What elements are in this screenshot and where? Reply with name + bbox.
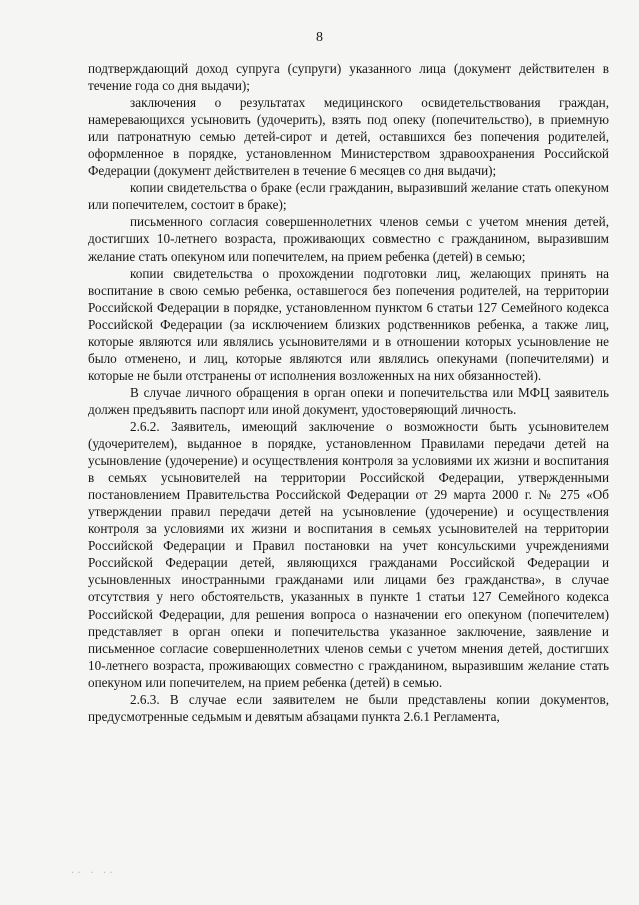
paragraph-medical-conclusion: заключения о результатах медицинского освидетельствования граждан, намеревающихся усыновить (удочерить), взять под опеку (попечительство), в приемную или патронатную семью детей-сирот и детей, оставшихся без попечения родителей, оформленное в порядке, установленном Министерством здравоохранения Российской Федерации (документ действителен в течение 6 месяцев со дня выдачи); (88, 95, 609, 179)
scan-artifact-mark: ∙∙ ∙ ∙∙ (70, 868, 115, 878)
paragraph-personal-appeal: В случае личного обращения в орган опеки и попечительства или МФЦ заявитель должен предъявить паспорт или иной документ, удостоверяющий личность. (88, 384, 609, 417)
paragraph-section-2-6-2: 2.6.2. Заявитель, имеющий заключение о возможности быть усыновителем (удочерителем), выданное в порядке, установленном Правилами передачи детей на усыновление (удочерение) и осуществления контроля за условиями их жизни и воспитания в семьях усыновителей на территории Российской Федерации, утвержденными постановлением Правительства Российской Федерации от 29 марта 2000 г. № 275 «Об утверждении правил передачи детей на усыновление (удочерение) и осуществления контроля за условиями их жизни и воспитания в семьях усыновителей на территории Российской Федерации и Правил постановки на учет консульскими учреждениями Российской Федерации детей, являющихся гражданами Российской Федерации и усыновленных иностранными гражданами или лицами без гражданства», в случае отсутствия у него обстоятельств, указанных в пункте 1 статьи 127 Семейного кодекса Российской Федерации, для решения вопроса о назначении его опекуном (попечителем) представляет в орган опеки и попечительства указанное заключение, заявление и письменное согласие совершеннолетних членов семьи с учетом мнения детей, достигших 10-летнего возраста, проживающих совместно с гражданином, выразившим желание стать опекуном или попечителем, на прием ребенка (детей) в семью. (88, 418, 609, 690)
document-body (88, 60, 609, 725)
page-number: 8 (316, 30, 323, 45)
paragraph-marriage-certificate: копии свидетельства о браке (если гражданин, выразивший желание стать опекуном или попечителем, состоит в браке); (88, 180, 609, 213)
paragraph-section-2-6-3: 2.6.3. В случае если заявителем не были представлены копии документов, предусмотренные седьмым и девятым абзацами пункта 2.6.1 Регламента, (88, 691, 609, 724)
paragraph-training-certificate: копии свидетельства о прохождении подготовки лиц, желающих принять на воспитание в свою семью ребенка, оставшегося без попечения родителей, на территории Российской Федерации в порядке, установленном пунктом 6 статьи 127 Семейного кодекса Российской Федерации (за исключением близких родственников ребенка, а также лиц, которые являются или являлись усыновителями и в отношении которых усыновление не было отменено, и лиц, которые являются или являлись опекунами (попечителями) и которые не были отстранены от исполнения возложенных на них обязанностей). (88, 265, 609, 383)
paragraph-family-consent: письменного согласия совершеннолетних членов семьи с учетом мнения детей, достигших 10-летнего возраста, проживающих совместно с гражданином, выразившим желание стать опекуном или попечителем, на прием ребенка (детей) в семью; (88, 214, 609, 264)
paragraph-income-document: подтверждающий доход супруга (супруги) указанного лица (документ действителен в течение года со дня выдачи); (88, 61, 609, 94)
